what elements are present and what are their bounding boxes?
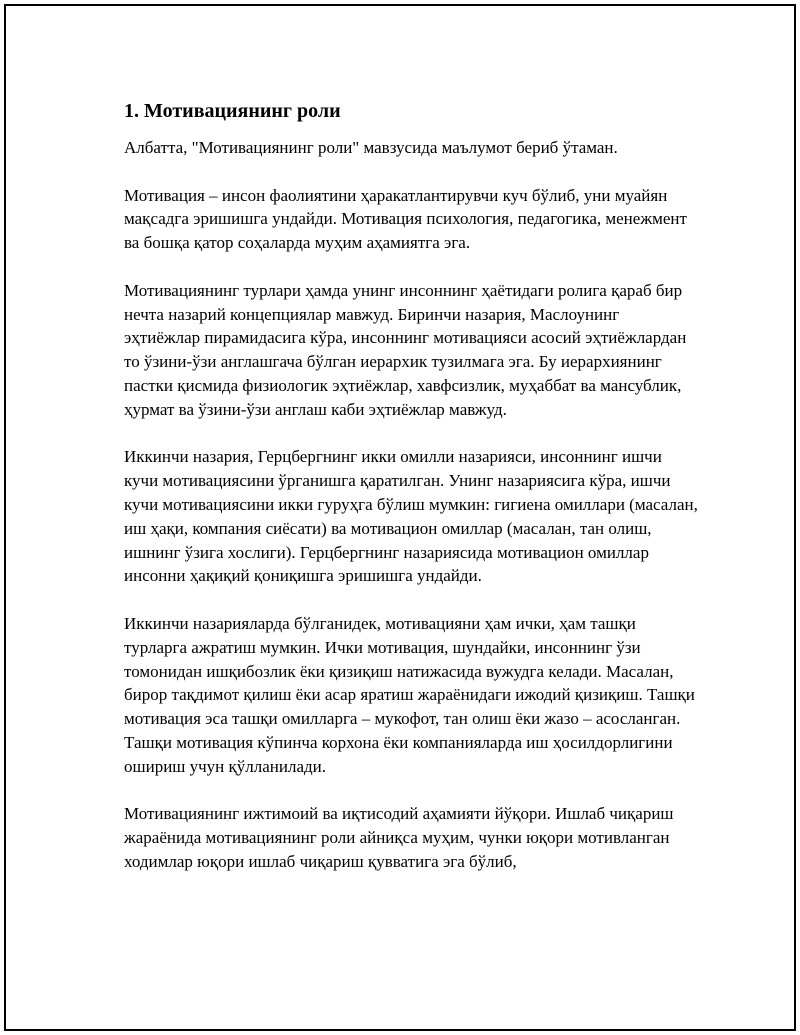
document-body [124,98,699,898]
page-frame [4,4,796,1031]
paragraph-intro: Албатта, "Мотивациянинг роли" мавзусида маълумот бериб ўтаман. [124,138,618,157]
paragraph-definition: Мотивация – инсон фаолиятини ҳаракатлантирувчи куч бўлиб, уни муайян мақсадга эришишга ундайди. Мотивация психология, педагогика, менежмент ва бошқа қатор соҳаларда муҳим аҳамиятга эга. [124,185,687,253]
paragraph-herzberg: Иккинчи назария, Герцбергнинг икки омилли назарияси, инсоннинг ишчи кучи мотивациясини ўрганишга қаратилган. Унинг назариясига кўра, ишчи кучи мотивациясини икки гуруҳга бўлиш мумкин: гигиена омиллари (масалан, иш ҳақи, компания сиёсати) ва мотивацион омиллар (масалан, тан олиш, ишнинг ўзига хослиги). Герцбергнинг назариясида мотивацион омиллар инсонни ҳақиқий қониқишга эришишга ундайди. [124,447,698,586]
document-title: 1. Мотивациянинг роли [124,100,341,122]
paragraph-intrinsic-extrinsic: Иккинчи назарияларда бўлганидек, мотивацияни ҳам ички, ҳам ташқи турларга ажратиш мумкин. Ички мотивация, шундайки, инсоннинг ўзи томонидан ишқибозлик ёки қизиқиш натижасида вужудга келади. Масалан, бирор тақдимот қилиш ёки асар яратиш жараёнидаги ижодий қизиқиш. Ташқи мотивация эса ташқи омилларга – мукофот, тан олиш ёки жазо – асосланган. Ташқи мотивация кўпинча корхона ёки компанияларда иш ҳосилдорлигини ошириш учун қўлланилади. [124,613,695,776]
paragraph-maslow: Мотивациянинг турлари ҳамда унинг инсоннинг ҳаётидаги ролига қараб бир нечта назарий концепциялар мавжуд. Биринчи назария, Маслоунинг эҳтиёжлар пирамидасига кўра, инсоннинг мотивацияси асосий эҳтиёжлардан то ўзини-ўзи англашгача бўлган иерархик тузилмага эга. Бу иерархиянинг пастки қисмида физиологик эҳтиёжлар, хавфсизлик, муҳаббат ва мансублик, ҳурмат ва ўзини-ўзи англаш каби эҳтиёжлар мавжуд. [124,280,687,419]
paragraph-social-economic: Мотивациянинг ижтимоий ва иқтисодий аҳамияти йўқори. Ишлаб чиқариш жараёнида мотивациянинг роли айниқса муҳим, чунки юқори мотивланган ходимлар юқори ишлаб чиқариш қувватига эга бўлиб, [124,804,674,871]
